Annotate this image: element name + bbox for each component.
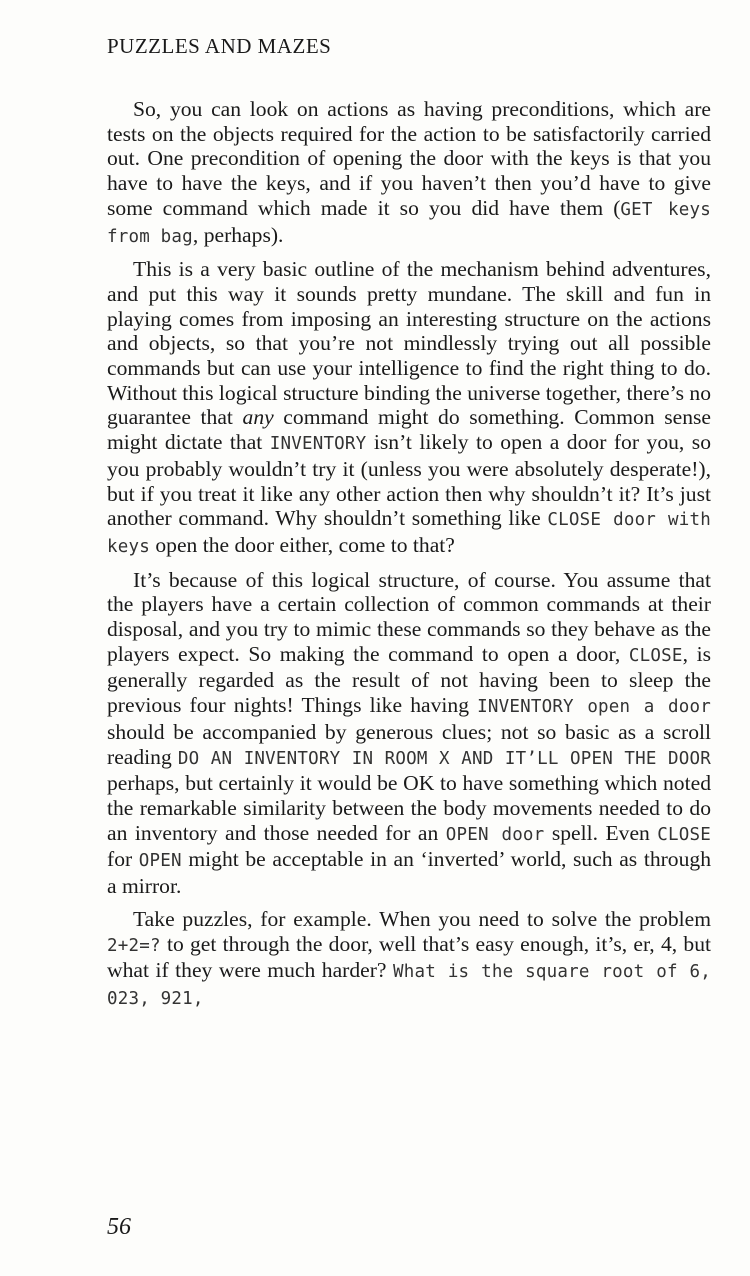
text-run: , perhaps). <box>192 222 284 247</box>
text-run: So, you can look on actions as having preconditions, which are tests on the objects required for the action to be satisfactorily carried out. One precondition of opening the door with the keys is that you have to have the keys, and if you haven’t then you’d have to give some command which made it so you did have them ( <box>107 97 711 220</box>
code-run: OPEN door <box>445 824 545 845</box>
paragraph-3 <box>107 568 711 899</box>
code-run: OPEN <box>138 851 182 872</box>
code-run: INVENTORY <box>269 434 367 455</box>
text-run: might be acceptable in an ‘inverted’ world, such as through a mirror. <box>107 847 711 899</box>
code-run: CLOSE <box>628 645 683 666</box>
paragraph-2 <box>107 257 711 559</box>
text-run: , is generally regarded as the result of not having been to sleep the previous four nights! Things like having <box>107 641 711 718</box>
text-run: Take puzzles, for example. When you need to solve the problem <box>133 906 711 931</box>
running-head: PUZZLES AND MAZES <box>107 34 332 58</box>
code-run: GET keys from bag <box>107 199 711 247</box>
paragraph-4 <box>107 907 711 1012</box>
italic-run: any <box>242 405 274 430</box>
code-run: CLOSE <box>657 824 711 845</box>
page-number: 56 <box>107 1214 131 1240</box>
text-run: command might do something. Common sense might dictate that <box>107 405 711 455</box>
body-text <box>107 97 711 1012</box>
code-run: INVENTORY open a door <box>477 697 711 718</box>
text-run: spell. Even <box>544 820 658 845</box>
code-run: CLOSE door with keys <box>107 510 711 557</box>
paragraph-1 <box>107 97 711 249</box>
text-run: should be accompanied by generous clues; not so basic as a scroll reading <box>107 719 711 769</box>
text-run: for <box>107 847 139 872</box>
text-run: It’s because of this logical structure, of course. You assume that the players have a certain collection of common commands at their disposal, and you try to mimic these commands so they behave as the players expect. So making the command to open a door, <box>107 567 711 666</box>
text-run: This is a very basic outline of the mechanism behind adventures, and put this way it sounds pretty mundane. The skill and fun in playing comes from imposing an interesting structure on the actions and objects, so that you’re not mindlessly trying out all possible commands but can use your intelligence to find the right thing to do. Without this logical structure binding the universe together, there’s no guarantee that <box>107 257 711 430</box>
text-run: isn’t likely to open a door for you, so you probably wouldn’t try it (unless you were absolutely desperate!), but if you treat it like any other action then why shouldn’t it? It’s just another command. Why shouldn’t something like <box>107 430 711 531</box>
text-run: open the door either, come to that? <box>149 532 455 557</box>
text-run: perhaps, but certainly it would be OK to have something which noted the remarkable similarity between the body movements needed to do an inventory and those needed for an <box>107 771 711 845</box>
code-run: DO AN INVENTORY IN ROOM X AND IT’LL OPEN THE DOOR <box>177 748 711 769</box>
text-run: to get through the door, well that’s easy enough, it’s, er, 4, but what if they were much harder? <box>107 931 711 983</box>
code-run: 2+2=? <box>107 935 161 956</box>
code-run: What is the square root of 6, 023, 921, <box>107 962 712 1009</box>
